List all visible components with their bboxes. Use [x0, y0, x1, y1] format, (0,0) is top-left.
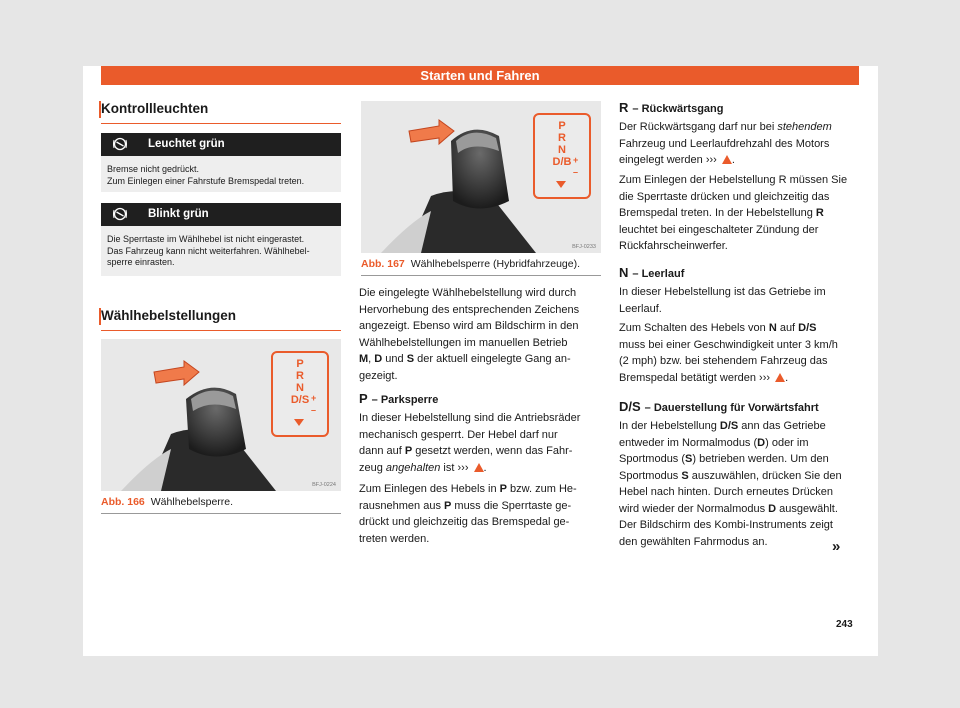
text-line: Der Bildschirm des Kombi-Instruments zeigt — [619, 519, 833, 531]
neutral-paragraph-2 — [619, 320, 869, 386]
text-run: ) oder im — [765, 436, 809, 449]
reverse-paragraph — [619, 119, 869, 169]
subheading-title: – Parksperre — [371, 394, 439, 406]
gear-label-r: R — [558, 132, 566, 144]
text-run: bzw. zum He- — [506, 483, 577, 495]
text-line: Die eingelegte Wählhebelstellung wird durch — [359, 287, 577, 299]
text-line — [359, 481, 609, 498]
text-line — [619, 418, 869, 435]
reverse-heading — [619, 100, 723, 115]
gear-minus: – — [311, 405, 317, 415]
text-line — [619, 451, 869, 468]
text-run: auszuwählen, drücken Sie den — [688, 469, 842, 482]
gear-plus: + — [573, 155, 579, 165]
text-line: drückt und gleichzeitig das Bremspedal ge- — [359, 516, 570, 528]
gear-label-p: P — [296, 358, 304, 370]
gear-ds: D/S — [798, 322, 817, 334]
gear-indicator-frame — [271, 351, 329, 437]
text-run: , — [368, 353, 375, 365]
text-run: zeug — [359, 461, 386, 474]
text-run: rausnehmen aus — [359, 499, 444, 512]
text-line — [619, 205, 869, 222]
text-line: treten werden. — [359, 532, 430, 545]
text-line: Bremspedal betätigt werden ››› . — [619, 371, 789, 384]
text-line: Leerlauf. — [619, 302, 662, 315]
text-run: Sportmodus ( — [619, 453, 686, 465]
gear-r: R — [815, 207, 824, 219]
text-run: ist ››› — [440, 461, 469, 474]
gear-glyph-ds: D/S — [619, 399, 641, 414]
intro-paragraph — [359, 285, 609, 384]
gear-p: P — [404, 445, 413, 457]
gear-n: N — [768, 322, 777, 334]
gear-p: P — [499, 483, 507, 495]
text-line: Wählhebelstellungen im manuellen Betrieb — [359, 336, 568, 349]
drive-paragraph — [619, 418, 869, 550]
text-run: wird wieder der Normalmodus — [619, 502, 769, 515]
continue-marker: » — [832, 538, 841, 555]
lamp-icon — [113, 137, 127, 151]
gear-d: D — [768, 502, 777, 515]
gear-s: S — [406, 353, 415, 365]
text-run: Sportmodus — [619, 469, 682, 482]
text-line: eingelegt werden ››› . — [619, 154, 735, 166]
text-run: entweder im Normalmodus ( — [619, 436, 758, 449]
text-line — [359, 351, 609, 368]
warning-triangle-icon[interactable] — [474, 463, 484, 472]
text-run: ausgewählt. — [776, 502, 838, 515]
park-heading — [359, 391, 438, 406]
text-run: Zum Schalten des Hebels von — [619, 322, 769, 334]
park-paragraph-2 — [359, 481, 609, 547]
lamp-line: Bremse nicht gedrückt. — [107, 164, 200, 174]
figure-number: Abb. 166 — [101, 496, 145, 508]
gear-indicator-frame — [533, 113, 591, 199]
lamp-title: Blinkt grün — [148, 208, 209, 220]
lamp-line: Zum Einlegen einer Fahrstufe Bremspedal treten. — [107, 175, 305, 186]
text-run: eingelegt werden ››› — [619, 154, 717, 166]
text-line — [619, 435, 869, 452]
text-line — [619, 468, 869, 485]
warning-triangle-icon[interactable] — [775, 373, 785, 382]
gear-label-n: N — [558, 144, 566, 156]
figure-166-gear-lever — [101, 339, 341, 491]
text-run: Bremspedal treten. In der Hebelstellung — [619, 207, 816, 219]
gear-d: D — [757, 436, 766, 449]
gear-glyph-p: P — [359, 391, 368, 406]
lamp-header-blinking-green — [101, 203, 341, 226]
figure-caption-text: Wählhebelsperre. — [150, 496, 234, 508]
lamp-line: sperre einrasten. — [107, 257, 175, 267]
drive-heading — [619, 399, 819, 414]
figure-reference: BFJ-0224 — [312, 482, 336, 488]
gear-label-p: P — [558, 120, 566, 132]
text-run: Bremspedal betätigt werden ››› — [619, 371, 771, 384]
text-run: gesetzt werden, wenn das Fahr- — [412, 445, 573, 457]
subheading-title: – Leerlauf — [632, 268, 685, 280]
text-run: auf — [776, 322, 799, 334]
lamp-line: Die Sperrtaste im Wählhebel ist nicht eingerastet. — [107, 234, 305, 244]
reverse-paragraph-2 — [619, 172, 869, 255]
gear-label-n: N — [296, 382, 304, 394]
text-line: die Sperrtaste drücken und gleichzeitig das — [619, 190, 830, 203]
gear-glyph-r: R — [619, 100, 629, 115]
park-paragraph — [359, 410, 609, 476]
figure-reference: BFJ-0233 — [572, 244, 596, 250]
section-title-kontrollleuchten: Kontrollleuchten — [101, 101, 341, 124]
down-triangle-icon — [556, 181, 566, 188]
gear-d: D — [374, 353, 383, 365]
text-run: der aktuell eingelegte Gang an- — [414, 353, 571, 365]
gear-label-db: D/B — [552, 156, 572, 168]
lamp-description-blinking-green — [101, 226, 341, 276]
text-line: Hebel nach hinten. Durch erneutes Drücken — [619, 486, 834, 498]
text-run: und — [382, 353, 407, 365]
text-line: leuchtet bei eingeschalteter Zündung der — [619, 223, 819, 236]
text-line: (2 mph) bzw. bei stehendem Fahrzeug das — [619, 355, 828, 367]
figure-167-caption — [361, 258, 601, 276]
down-triangle-icon — [294, 419, 304, 426]
figure-166-caption — [101, 496, 341, 514]
gear-ds: D/S — [719, 420, 739, 432]
text-line: den gewählten Fahrmodus an. — [619, 535, 768, 548]
text-line — [619, 320, 869, 337]
emphasis: stehendem — [777, 121, 832, 133]
lamp-line: Das Fahrzeug kann nicht weiterfahren. Wählhebel- — [107, 245, 310, 256]
text-line — [359, 498, 609, 515]
text-line: Rückfahrscheinwerfer. — [619, 240, 728, 252]
text-line: zeug angehalten ist ››› . — [359, 461, 487, 474]
emphasis: angehalten — [385, 461, 441, 474]
gear-glyph-n: N — [619, 265, 629, 280]
text-line: Fahrzeug und Leerlaufdrehzahl des Motors — [619, 137, 830, 150]
gear-m: M — [359, 353, 369, 365]
gear-plus: + — [311, 393, 317, 403]
text-line: Hervorhebung des entsprechenden Zeichens — [359, 303, 580, 316]
text-line: angezeigt. Ebenso wird am Bildschirm in den — [359, 320, 579, 332]
gear-label-ds: D/S — [290, 394, 310, 406]
text-line — [619, 501, 869, 518]
gear-label-r: R — [296, 370, 304, 382]
text-line: mechanisch gesperrt. Der Hebel darf nur — [359, 428, 558, 441]
subheading-title: – Rückwärtsgang — [632, 103, 724, 115]
figure-167-gear-lever-hybrid — [361, 101, 601, 253]
text-line: In dieser Hebelstellung ist das Getriebe im — [619, 286, 826, 298]
text-line: gezeigt. — [359, 369, 398, 382]
gear-p: P — [444, 499, 452, 512]
text-run: ) betrieben werden. Um den — [692, 453, 829, 465]
section-title-waehlhebelstellungen: Wählhebelstellungen — [101, 308, 341, 331]
chapter-header: Starten und Fahren — [101, 66, 859, 85]
neutral-heading — [619, 265, 684, 280]
lamp-title: Leuchtet grün — [148, 138, 225, 150]
text-run: muss die Sperrtaste ge- — [451, 499, 572, 512]
text-line: Zum Einlegen der Hebelstellung R müssen Sie — [619, 174, 848, 186]
lamp-icon — [113, 207, 127, 221]
text-line — [619, 119, 869, 136]
gear-minus: – — [573, 167, 579, 177]
lamp-header-lit-green — [101, 133, 341, 156]
text-line — [359, 443, 609, 460]
text-line: In dieser Hebelstellung sind die Antriebsräder — [359, 412, 581, 424]
warning-triangle-icon[interactable] — [722, 155, 732, 164]
text-run: dann auf — [359, 445, 405, 457]
text-run: Der Rückwärtsgang darf nur bei — [619, 121, 778, 133]
neutral-paragraph — [619, 284, 869, 317]
text-run: ann das Getriebe — [738, 420, 826, 432]
figure-number: Abb. 167 — [361, 258, 405, 270]
text-run: In der Hebelstellung — [619, 420, 720, 432]
gear-s: S — [681, 469, 689, 482]
text-line: muss bei einer Geschwindigkeit unter 3 km/h — [619, 338, 838, 351]
gear-s: S — [685, 453, 693, 465]
lamp-description-lit-green — [101, 156, 341, 192]
text-run: Zum Einlegen des Hebels in — [359, 483, 500, 495]
figure-caption-text: Wählhebelsperre (Hybridfahrzeuge). — [410, 258, 581, 270]
subheading-title: – Dauerstellung für Vorwärtsfahrt — [644, 402, 819, 414]
page-number: 243 — [836, 619, 853, 630]
